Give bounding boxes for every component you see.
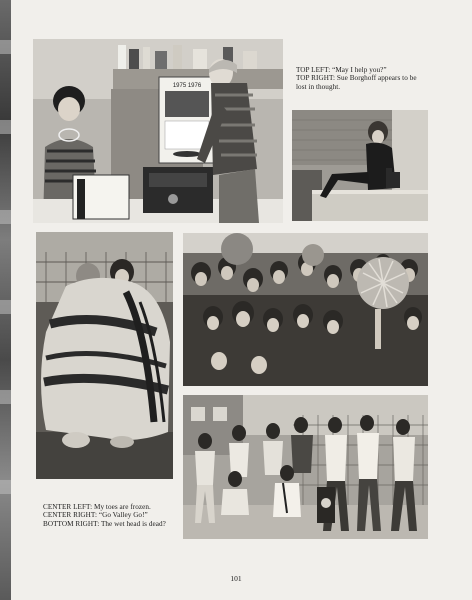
caption-bottom-line-3: BOTTOM RIGHT: The wet head is dead? [43, 519, 166, 528]
caption-top-line-1: TOP LEFT: “May I help you?” [296, 66, 387, 74]
caption-top-line-2: TOP RIGHT: Sue Borghoff appears to be [296, 74, 417, 83]
photo-bottom-right-team [183, 395, 428, 539]
calendar-label: 1975 1976 [172, 83, 202, 89]
photo-center-right-go-valley [183, 233, 428, 386]
caption-bottom-line-1: CENTER LEFT: My toes are frozen. [43, 503, 151, 511]
caption-top [296, 66, 417, 91]
page-number: 101 [230, 574, 242, 583]
caption-bottom [43, 503, 166, 528]
photo-top-right-sue-borghoff [292, 110, 428, 221]
photo-top-left-office [33, 39, 283, 223]
caption-top-line-3: lost in thought. [296, 82, 341, 91]
caption-bottom-line-2: CENTER RIGHT: “Go Valley Go!” [43, 511, 148, 520]
page-edge-strip [0, 0, 11, 600]
photo-center-left-blanket [36, 232, 173, 479]
